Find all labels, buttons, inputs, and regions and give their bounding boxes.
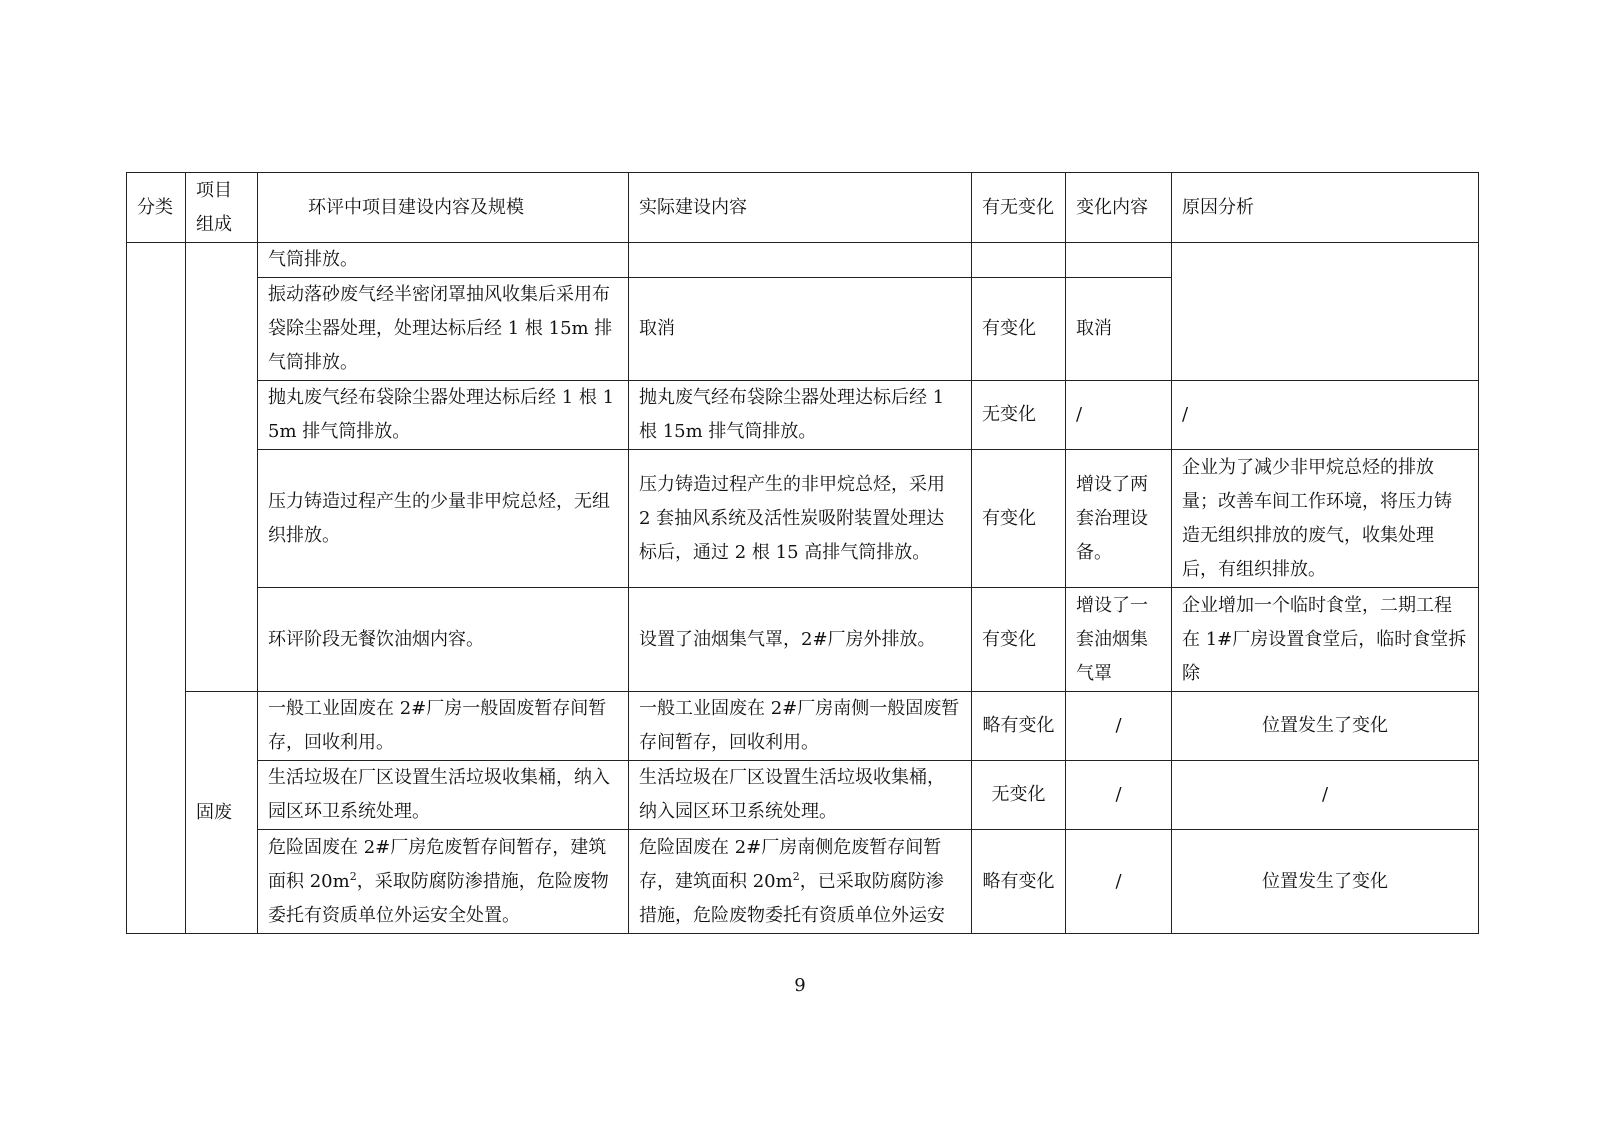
eia-cell: 一般工业固废在 2#厂房一般固废暂存间暂存，回收利用。	[258, 692, 629, 761]
table-row	[127, 761, 1479, 830]
table-row	[127, 692, 1479, 761]
eia-cell	[258, 830, 629, 934]
page-number: 9	[794, 975, 806, 996]
table-row	[127, 381, 1479, 450]
header-row	[127, 173, 1479, 243]
header-eia-content: 环评中项目建设内容及规模	[258, 173, 629, 243]
change-cell: /	[1066, 692, 1172, 761]
actual-text-after: ，已采取防腐防渗措施，危险废物委托有资质单位外运安	[639, 870, 945, 926]
solid-waste-component-cell: 固废	[186, 692, 258, 934]
reason-cell: 企业增加一个临时食堂，二期工程在 1#厂房设置食堂后，临时食堂拆除	[1172, 588, 1479, 692]
reason-cell: 企业为了减少非甲烷总烃的排放量；改善车间工作环境，将压力铸造无组织排放的废气，收集处理后，有组织排放。	[1172, 450, 1479, 588]
eia-cell: 环评阶段无餐饮油烟内容。	[258, 588, 629, 692]
table-row	[127, 588, 1479, 692]
status-cell: 无变化	[972, 381, 1066, 450]
actual-cell: 压力铸造过程产生的非甲烷总烃，采用 2 套抽风系统及活性炭吸附装置处理达标后，通过 2 根 15 高排气筒排放。	[629, 450, 972, 588]
header-component: 项目组成	[186, 173, 258, 243]
actual-cell: 生活垃圾在厂区设置生活垃圾收集桶，纳入园区环卫系统处理。	[629, 761, 972, 830]
eia-text-after: ，采取防腐防渗措施，危险废物委托有资质单位外运安全处置。	[268, 870, 609, 926]
eia-cell: 振动落砂废气经半密闭罩抽风收集后采用布袋除尘器处理，处理达标后经 1 根 15m 排气筒排放。	[258, 278, 629, 381]
reason-cell	[1172, 243, 1479, 381]
status-cell: 略有变化	[972, 692, 1066, 761]
actual-cell	[629, 830, 972, 934]
change-cell: /	[1066, 830, 1172, 934]
category-cell	[127, 243, 186, 934]
reason-cell: 位置发生了变化	[1172, 830, 1479, 934]
actual-superscript: 2	[792, 869, 800, 883]
status-cell: 略有变化	[972, 830, 1066, 934]
actual-cell: 抛丸废气经布袋除尘器处理达标后经 1 根 15m 排气筒排放。	[629, 381, 972, 450]
header-actual-content: 实际建设内容	[629, 173, 972, 243]
eia-superscript: 2	[349, 869, 357, 883]
change-cell: 增设了两套治理设备。	[1066, 450, 1172, 588]
status-cell: 有变化	[972, 450, 1066, 588]
table-row	[127, 450, 1479, 588]
status-cell: 有变化	[972, 278, 1066, 381]
change-cell: /	[1066, 761, 1172, 830]
header-reason: 原因分析	[1172, 173, 1479, 243]
actual-cell: 设置了油烟集气罩，2#厂房外排放。	[629, 588, 972, 692]
reason-cell: 位置发生了变化	[1172, 692, 1479, 761]
change-cell: 增设了一套油烟集气罩	[1066, 588, 1172, 692]
table-row	[127, 243, 1479, 278]
header-category: 分类	[127, 173, 186, 243]
change-cell: 取消	[1066, 278, 1172, 381]
status-cell: 无变化	[972, 761, 1066, 830]
eia-cell: 压力铸造过程产生的少量非甲烷总烃，无组织排放。	[258, 450, 629, 588]
reason-cell: /	[1172, 381, 1479, 450]
actual-text-before: 危险固废在 2#厂房南侧危废暂存间暂存，建筑面积 20m	[639, 836, 942, 892]
actual-cell: 取消	[629, 278, 972, 381]
header-has-change: 有无变化	[972, 173, 1066, 243]
eia-text-before: 危险固废在 2#厂房危废暂存间暂存，建筑面积 20m	[268, 836, 607, 892]
eia-cell: 生活垃圾在厂区设置生活垃圾收集桶，纳入园区环卫系统处理。	[258, 761, 629, 830]
reason-cell: /	[1172, 761, 1479, 830]
table-row	[127, 830, 1479, 934]
status-cell: 有变化	[972, 588, 1066, 692]
change-cell	[1066, 243, 1172, 278]
header-change-content: 变化内容	[1066, 173, 1172, 243]
actual-cell: 一般工业固废在 2#厂房南侧一般固废暂存间暂存，回收利用。	[629, 692, 972, 761]
status-cell	[972, 243, 1066, 278]
eia-cell: 气筒排放。	[258, 243, 629, 278]
actual-cell	[629, 243, 972, 278]
component-cell	[186, 243, 258, 692]
construction-comparison-table	[126, 172, 1479, 934]
eia-cell: 抛丸废气经布袋除尘器处理达标后经 1 根 15m 排气筒排放。	[258, 381, 629, 450]
change-cell: /	[1066, 381, 1172, 450]
